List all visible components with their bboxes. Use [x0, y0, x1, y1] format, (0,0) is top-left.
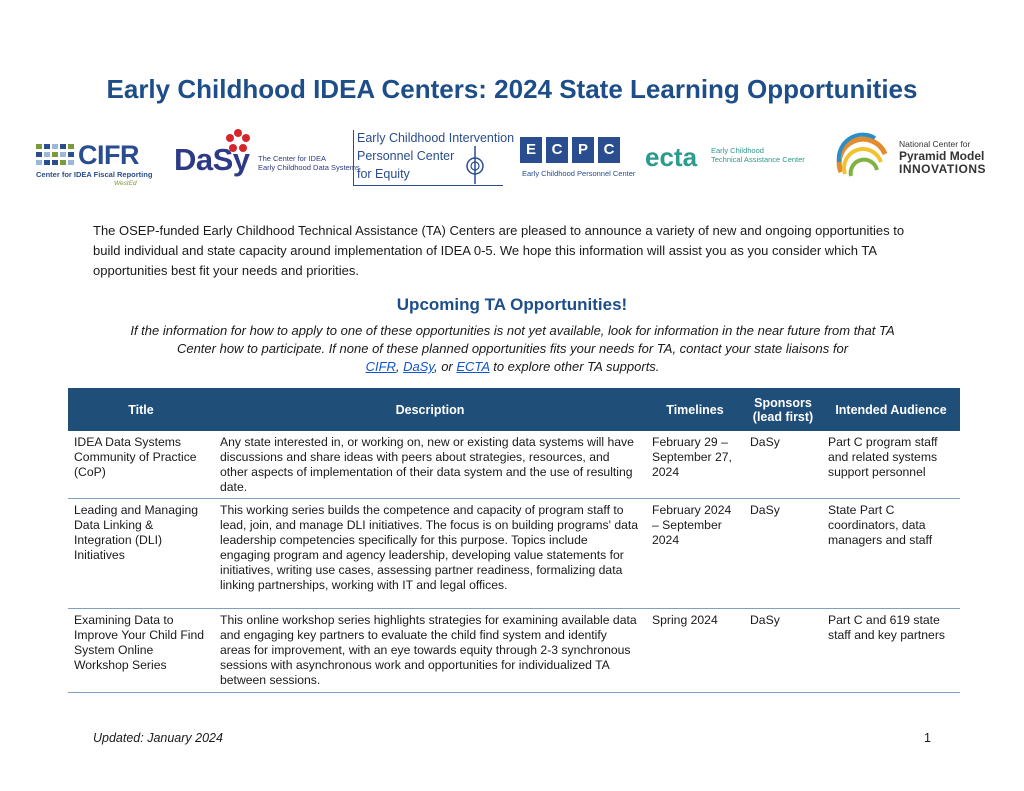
ncpmi-logo — [835, 132, 995, 182]
ncpmi-line3: INNOVATIONS — [899, 162, 987, 176]
ncpmi-line1: National Center for — [899, 139, 971, 149]
dasy-link[interactable]: DaSy — [403, 359, 434, 374]
cell-sponsors: DaSy — [744, 431, 822, 499]
table-header-row — [68, 388, 960, 431]
section-heading: Upcoming TA Opportunities! — [396, 295, 628, 314]
ecta-sub-line1: Early Childhood — [711, 146, 764, 155]
dasy-sub-line2: Early Childhood Data Systems — [258, 163, 360, 172]
cell-timeline: February 29 – September 27, 2024 — [646, 431, 744, 499]
cell-audience: Part C and 619 state staff and key partners — [822, 609, 960, 693]
cifr-subtitle: Center for IDEA Fiscal Reporting — [36, 170, 153, 179]
page-title: Early Childhood IDEA Centers: 2024 State Learning Opportunities — [106, 74, 918, 104]
opportunities-table — [68, 388, 960, 693]
ncpmi-line2: Pyramid Model — [899, 149, 985, 163]
ecta-sub-line2: Technical Assistance Center — [711, 155, 805, 164]
note-text: If the information for how to apply to one of these opportunities is not yet available, look for information in the near future from that TA Center how to participate. If none of these planned opportunities fits your needs for TA, contact your state liaisons for — [130, 323, 895, 356]
note-tail: to explore other TA supports. — [489, 359, 660, 374]
col-header-description: Description — [214, 388, 646, 431]
ecpc-letter-e: E — [520, 137, 542, 163]
intro-paragraph: The OSEP-funded Early Childhood Technical Assistance (TA) Centers are pleased to announce a variety of new and ongoing opportunities to build individual and state capacity around implementation of IDEA 0-5. We hope this information will assist you as you consider which TA opportunities best fit your needs and priorities. — [93, 223, 905, 278]
cell-title: Leading and Managing Data Linking & Integration (DLI) Initiatives — [68, 499, 214, 609]
cifr-tag: WestEd — [114, 180, 137, 187]
cell-audience: Part C program staff and related systems support personnel — [822, 431, 960, 499]
instructions-note — [110, 322, 915, 376]
ecpc-letter-c2: C — [598, 137, 620, 163]
cifr-grid-icon — [36, 144, 76, 166]
page-number: 1 — [924, 731, 931, 745]
table-row — [68, 431, 960, 499]
ecpc-subtitle: Early Childhood Personnel Center — [522, 169, 636, 178]
cell-description: This online workshop series highlights strategies for examining available data and engaging key partners to evaluate the child find system and identify areas for improvement, with an eye towards equity through 2-3 synchronous sessions with asynchronous work and opportunities for individualized TA between sessions. — [214, 609, 646, 693]
ecta-subtitle — [711, 146, 805, 164]
cell-title: Examining Data to Improve Your Child Find System Online Workshop Series — [68, 609, 214, 693]
ecpcei-line3: for Equity — [357, 167, 410, 181]
cell-title: IDEA Data Systems Community of Practice (CoP) — [68, 431, 214, 499]
col-header-sponsors: Sponsors (lead first) — [744, 388, 822, 431]
cell-description: Any state interested in, or working on, new or existing data systems will have discussions and share ideas with peers about strategies, resources, and other aspects of implementation of their data system and the use of resulting date. — [214, 431, 646, 499]
equity-symbol-icon — [463, 146, 487, 184]
cell-description: This working series builds the competence and capacity of program staff to lead, join, and manage DLI initiatives. The focus is on building programs' data leadership competencies specifically for this purpose. Topics include engaging program and agency leadership, developing value statements for initiatives, writing use cases, assessing partner readiness, formalizing data linking partnerships, working with IT and legal offices. — [214, 499, 646, 609]
ecpc-letter-c: C — [546, 137, 568, 163]
col-header-title: Title — [68, 388, 214, 431]
ecta-logo — [645, 142, 825, 172]
ecpcei-line2: Personnel Center — [357, 149, 455, 163]
cell-timeline: Spring 2024 — [646, 609, 744, 693]
cell-timeline: February 2024 – September 2024 — [646, 499, 744, 609]
note-sep1: , — [395, 359, 404, 374]
col-header-timelines: Timelines — [646, 388, 744, 431]
table-row — [68, 499, 960, 609]
cell-sponsors: DaSy — [744, 499, 822, 609]
cifr-link[interactable]: CIFR — [365, 359, 396, 374]
ecpcei-line1: Early Childhood Intervention — [357, 131, 515, 145]
ecpcei-logo — [353, 130, 515, 186]
cifr-logo — [36, 140, 154, 190]
ecta-link[interactable]: ECTA — [456, 359, 490, 374]
dasy-subtitle — [258, 154, 360, 172]
note-sep2: , or — [433, 359, 457, 374]
col-header-audience: Intended Audience — [822, 388, 960, 431]
cifr-wordmark: CIFR — [78, 140, 139, 170]
ecpc-logo — [520, 137, 636, 181]
table-row — [68, 609, 960, 693]
cell-sponsors: DaSy — [744, 609, 822, 693]
pyramid-arcs-icon — [835, 132, 891, 182]
ecpc-letter-p: P — [572, 137, 594, 163]
ecta-wordmark: ecta — [645, 142, 698, 172]
dasy-sub-line1: The Center for IDEA — [258, 154, 326, 163]
updated-date: Updated: January 2024 — [93, 731, 223, 745]
dasy-wordmark: DaSy — [174, 142, 250, 177]
dasy-logo — [174, 128, 360, 184]
cell-audience: State Part C coordinators, data managers and staff — [822, 499, 960, 609]
